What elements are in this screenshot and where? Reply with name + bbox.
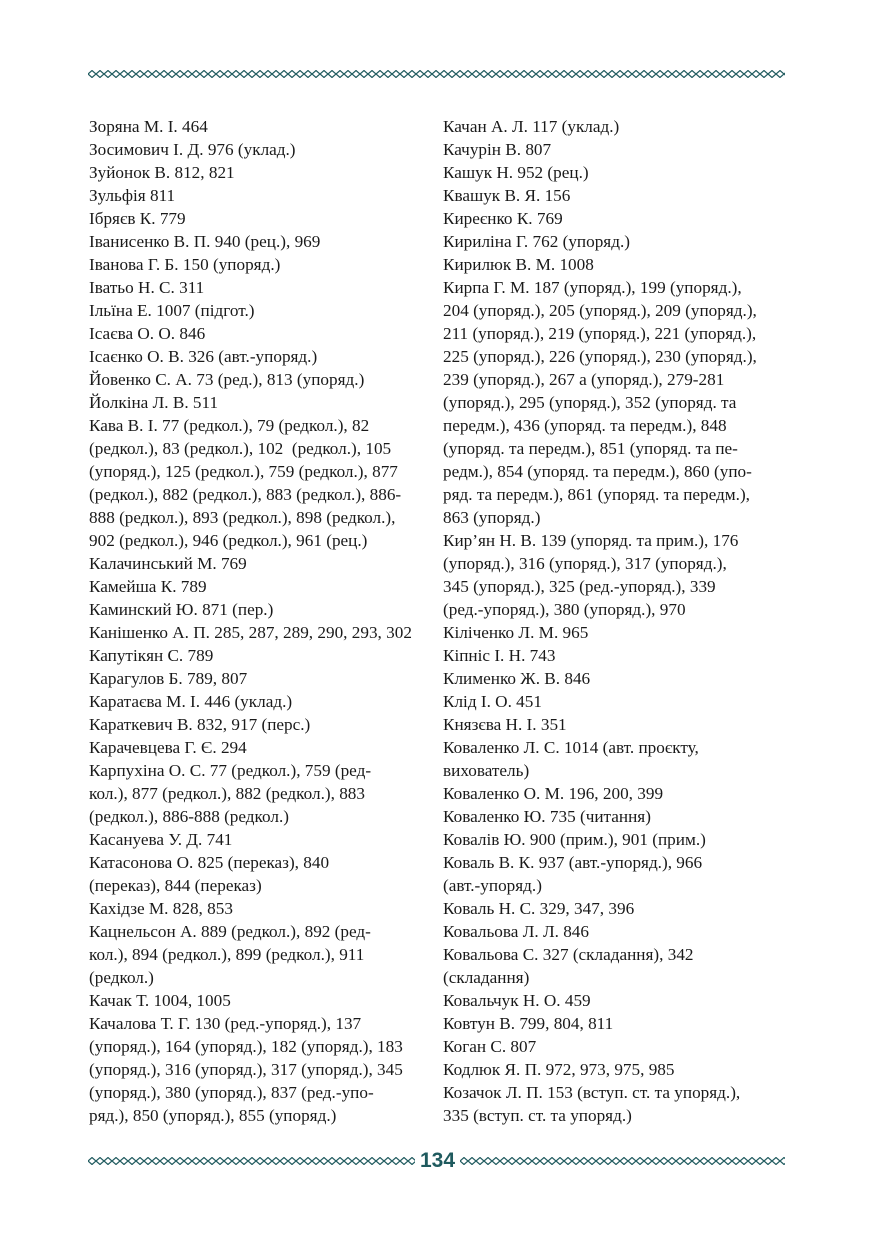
index-entry-line: Катасонова О. 825 (переказ), 840 (89, 853, 330, 872)
index-entry-line: Клименко Ж. В. 846 (443, 669, 591, 688)
index-entry-line: 204 (упоряд.), 205 (упоряд.), 209 (упоряд.), (443, 301, 757, 320)
index-entry-line: передм.), 436 (упоряд. та передм.), 848 (443, 416, 727, 435)
index-entry-line: (складання) (443, 968, 530, 987)
index-entry-line: Ісаєва О. О. 846 (89, 324, 206, 343)
index-entry-line: Ковтун В. 799, 804, 811 (443, 1014, 614, 1033)
index-entry-line: Киреєнко К. 769 (443, 209, 563, 228)
index-entry-line: Коваленко Л. С. 1014 (авт. проєкту, (443, 738, 699, 757)
index-entry-line: (упоряд. та передм.), 851 (упоряд. та пе- (443, 439, 738, 458)
index-entry-line: Коваль В. К. 937 (авт.-упоряд.), 966 (443, 853, 703, 872)
index-entry-line: Карачевцева Г. Є. 294 (89, 738, 247, 757)
index-entry-line: (упоряд.), 316 (упоряд.), 317 (упоряд.), (443, 554, 727, 573)
index-entry-line: Капутікян С. 789 (89, 646, 214, 665)
bottom-decorative-border-left (88, 1157, 415, 1165)
index-entry-line: Коваленко О. М. 196, 200, 399 (443, 784, 664, 803)
index-entry-line: Зуйонок В. 812, 821 (89, 163, 235, 182)
index-entry-line: (упоряд.), 316 (упоряд.), 317 (упоряд.), 345 (89, 1060, 403, 1079)
index-entry-line: Ісаєнко О. В. 326 (авт.-упоряд.) (89, 347, 318, 366)
index-column-right (443, 115, 793, 1127)
index-entry-line: Кава В. І. 77 (редкол.), 79 (редкол.), 82 (89, 416, 370, 435)
index-entry-line: Калачинський М. 769 (89, 554, 247, 573)
index-entry-line: Кацнельсон А. 889 (редкол.), 892 (ред- (89, 922, 371, 941)
index-entry-line: Ковальова С. 327 (складання), 342 (443, 945, 694, 964)
index-entry-line: 345 (упоряд.), 325 (ред.-упоряд.), 339 (443, 577, 716, 596)
index-entry-line: Камейша К. 789 (89, 577, 207, 596)
index-entry-line: ряд.), 850 (упоряд.), 855 (упоряд.) (89, 1106, 337, 1125)
index-entry-line: Качалова Т. Г. 130 (ред.-упоряд.), 137 (89, 1014, 362, 1033)
index-entry-line: Ковальова Л. Л. 846 (443, 922, 589, 941)
index-entry-line: (упоряд.), 295 (упоряд.), 352 (упоряд. та (443, 393, 737, 412)
index-entry-line: Ковальчук Н. О. 459 (443, 991, 591, 1010)
index-entry-line: Кодлюк Я. П. 972, 973, 975, 985 (443, 1060, 675, 1079)
index-entry-line: Качак Т. 1004, 1005 (89, 991, 231, 1010)
index-entry-line: (упоряд.), 380 (упоряд.), 837 (ред.-упо- (89, 1083, 374, 1102)
index-entry-line: (переказ), 844 (переказ) (89, 876, 262, 895)
index-entry-line: Каратаєва М. І. 446 (уклад.) (89, 692, 293, 711)
index-entry-line: (редкол.) (89, 968, 154, 987)
index-entry-line: (ред.-упоряд.), 380 (упоряд.), 970 (443, 600, 686, 619)
index-entry-line: Карпухіна О. С. 77 (редкол.), 759 (ред- (89, 761, 372, 780)
index-entry-line: Йовенко С. А. 73 (ред.), 813 (упоряд.) (89, 370, 365, 389)
index-entry-line: Кириліна Г. 762 (упоряд.) (443, 232, 630, 251)
index-entry-line: 211 (упоряд.), 219 (упоряд.), 221 (упоряд.), (443, 324, 757, 343)
index-entry-line: Карагулов Б. 789, 807 (89, 669, 248, 688)
index-entry-line: Каминский Ю. 871 (пер.) (89, 600, 274, 619)
index-entry-line: Козачок Л. П. 153 (вступ. ст. та упоряд.), (443, 1083, 741, 1102)
index-entry-line: Кирилюк В. М. 1008 (443, 255, 594, 274)
index-entry-line: 888 (редкол.), 893 (редкол.), 898 (редкол.), (89, 508, 396, 527)
index-entry-line: Зосимович І. Д. 976 (уклад.) (89, 140, 296, 159)
index-entry-line: Качурін В. 807 (443, 140, 552, 159)
index-entry-line: (редкол.), 83 (редкол.), 102 (редкол.), 105 (89, 439, 392, 458)
index-entry-line: Коваль Н. С. 329, 347, 396 (443, 899, 635, 918)
index-entry-line: Ібряєв К. 779 (89, 209, 186, 228)
index-entry-line: Канішенко А. П. 285, 287, 289, 290, 293, 302 (89, 623, 412, 642)
index-entry-line: Квашук В. Я. 156 (443, 186, 571, 205)
index-entry-line: Кирпа Г. М. 187 (упоряд.), 199 (упоряд.), (443, 278, 742, 297)
index-entry-line: вихователь) (443, 761, 530, 780)
index-entry-line: Коваленко Ю. 735 (читання) (443, 807, 651, 826)
index-entry-line: (редкол.), 886-888 (редкол.) (89, 807, 289, 826)
index-entry-line: 335 (вступ. ст. та упоряд.) (443, 1106, 632, 1125)
index-entry-line: Іватьо Н. С. 311 (89, 278, 205, 297)
index-entry-line: Кахідзе М. 828, 853 (89, 899, 233, 918)
index-entry-line: редм.), 854 (упоряд. та передм.), 860 (упо- (443, 462, 752, 481)
index-entry-line: Коган С. 807 (443, 1037, 537, 1056)
index-entry-line: (авт.-упоряд.) (443, 876, 542, 895)
index-entry-line: Кіліченко Л. М. 965 (443, 623, 589, 642)
index-entry-line: Кашук Н. 952 (рец.) (443, 163, 589, 182)
index-entry-line: Ільїна Е. 1007 (підгот.) (89, 301, 255, 320)
index-entry-line: (упоряд.), 164 (упоряд.), 182 (упоряд.), 183 (89, 1037, 403, 1056)
index-entry-line: Ковалів Ю. 900 (прим.), 901 (прим.) (443, 830, 706, 849)
index-entry-line: 225 (упоряд.), 226 (упоряд.), 230 (упоряд.), (443, 347, 757, 366)
index-entry-line: Зоряна М. І. 464 (89, 117, 208, 136)
index-entry-line: Іванисенко В. П. 940 (рец.), 969 (89, 232, 321, 251)
index-entry-line: 863 (упоряд.) (443, 508, 541, 527)
index-entry-line: Кир’ян Н. В. 139 (упоряд. та прим.), 176 (443, 531, 739, 550)
index-entry-line: Йолкіна Л. В. 511 (89, 393, 219, 412)
index-entry-line: (редкол.), 882 (редкол.), 883 (редкол.), 886- (89, 485, 402, 504)
index-entry-line: Караткевич В. 832, 917 (перс.) (89, 715, 311, 734)
bottom-decorative-border-right (460, 1157, 785, 1165)
index-entry-line: Кіпніс І. Н. 743 (443, 646, 556, 665)
index-entry-line: кол.), 877 (редкол.), 882 (редкол.), 883 (89, 784, 365, 803)
index-entry-line: Князєва Н. І. 351 (443, 715, 567, 734)
top-decorative-border (88, 70, 785, 78)
index-entry-line: кол.), 894 (редкол.), 899 (редкол.), 911 (89, 945, 365, 964)
page-number: 134 (419, 1149, 456, 1172)
index-entry-line: 902 (редкол.), 946 (редкол.), 961 (рец.) (89, 531, 368, 550)
index-entry-line: Касануева У. Д. 741 (89, 830, 233, 849)
index-column-left (89, 115, 434, 1127)
index-entry-line: ряд. та передм.), 861 (упоряд. та передм.), (443, 485, 750, 504)
index-entry-line: Качан А. Л. 117 (уклад.) (443, 117, 620, 136)
index-entry-line: Зульфія 811 (89, 186, 176, 205)
index-entry-line: Іванова Г. Б. 150 (упоряд.) (89, 255, 281, 274)
index-entry-line: Клід І. О. 451 (443, 692, 542, 711)
index-entry-line: 239 (упоряд.), 267 а (упоряд.), 279-281 (443, 370, 725, 389)
index-entry-line: (упоряд.), 125 (редкол.), 759 (редкол.), 877 (89, 462, 398, 481)
